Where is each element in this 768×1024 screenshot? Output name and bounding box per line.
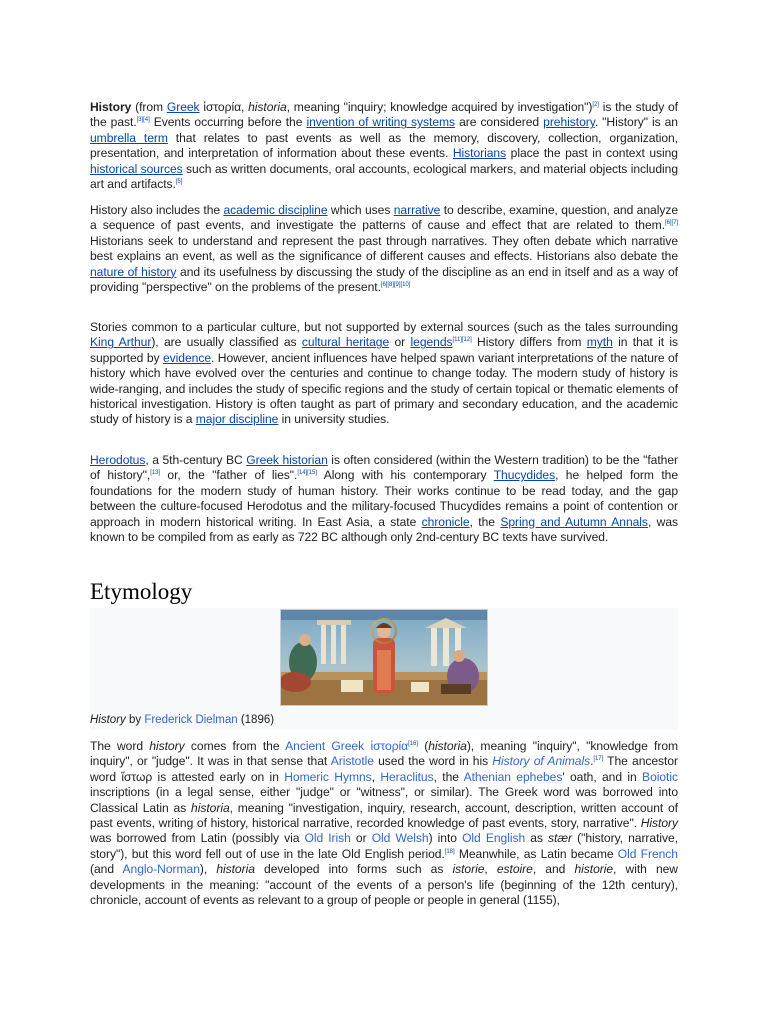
link-greek[interactable]: Greek <box>166 100 200 114</box>
link-old-welsh[interactable]: Old Welsh <box>371 831 429 846</box>
history-painting-image[interactable] <box>280 609 488 706</box>
link-umbrella-term[interactable]: umbrella term <box>90 130 168 145</box>
article-term: History <box>90 100 132 114</box>
intro-paragraph-3: Stories common to a particular culture, but not supported by external sources (such as the tales surrounding King Arthur), are usually classified as cultural heritage or legends[11][12] History differs from myth in that it is supported by evidence. However, ancient influences have helped spawn variant interpretations of the nature of history which have evolved over the centuries and continue to change today. The modern study of history is wide-ranging, and includes the study of specific regions and the study of certain topical or thematic elements of historical investigation. History is often taught as part of primary and secondary education, and the academic study of history is a major discipline in university studies. <box>90 320 679 427</box>
link-old-irish[interactable]: Old Irish <box>304 831 351 846</box>
intro-paragraph-1: History (from Greek ἱστορία, historia, meaning "inquiry; knowledge acquired by investigation")[2] is the study of the past.[3][4] Events occurring before the invention of writing systems are considered prehistory. "History" is an umbrella term that relates to past events as well as the memory, discovery, collection, organization, presentation, and interpretation of information about these events. Historians place the past in context using historical sources such as written documents, oral accounts, ecological markers, and material objects including art and artifacts.[5] <box>90 100 679 192</box>
link-aristotle[interactable]: Aristotle <box>330 754 374 769</box>
link-king-arthur[interactable]: King Arthur <box>90 335 152 350</box>
intro-paragraph-2: History also includes the academic discipline which uses narrative to describe, examine, question, and analyze a sequence of past events, and investigate the patterns of cause and effect that are related to them.[6][7] Historians seek to understand and represent the past through narratives. They often debate which narrative best explains an event, as well as the significance of different causes and effects. Historians also debate the nature of history and its usefulness by discussing the study of the discipline as an end in itself and as a way of providing "perspective" on the problems of the present.[6][8][9][10] <box>90 203 679 295</box>
link-prehistory[interactable]: prehistory <box>543 115 595 130</box>
link-herodotus[interactable]: Herodotus <box>90 453 146 467</box>
reference-link[interactable]: [16] <box>408 740 418 747</box>
reference-link[interactable]: [17] <box>593 756 604 763</box>
link-old-french[interactable]: Old French <box>617 846 678 861</box>
link-greek-historian[interactable]: Greek historian <box>246 453 328 467</box>
reference-link[interactable]: [18] <box>444 848 455 855</box>
link-narrative[interactable]: narrative <box>393 203 441 217</box>
link-evidence[interactable]: evidence <box>163 350 212 365</box>
link-cultural-heritage[interactable]: cultural heritage <box>301 335 390 350</box>
figure-caption: History by Frederick Dielman (1896) <box>90 714 275 726</box>
link-anglo-norman[interactable]: Anglo-Norman <box>122 862 200 877</box>
link-historical-sources[interactable]: historical sources <box>90 161 183 176</box>
reference-link[interactable]: [13] <box>150 470 161 477</box>
link-historians[interactable]: Historians <box>452 146 507 161</box>
reference-link[interactable]: [6][8][9][10] <box>380 282 411 288</box>
link-frederick-dielman[interactable]: Frederick Dielman <box>144 714 238 726</box>
reference-link[interactable]: [3][4] <box>136 117 150 124</box>
link-boiotic[interactable]: Boiotic <box>642 769 678 784</box>
link-nature-of-history[interactable]: nature of history <box>90 264 177 279</box>
link-spring-autumn-annals[interactable]: Spring and Autumn Annals <box>500 514 648 529</box>
link-academic-discipline[interactable]: academic discipline <box>223 203 328 217</box>
reference-link[interactable]: [11][12] <box>452 337 472 344</box>
link-old-english[interactable]: Old English <box>462 831 526 846</box>
link-ancient-greek[interactable]: Ancient Greek <box>285 739 365 753</box>
figure-box <box>90 608 678 730</box>
reference-link[interactable]: [6][7] <box>664 220 678 227</box>
link-history-of-animals[interactable]: History of Animals <box>492 754 591 769</box>
link-chronicle[interactable]: chronicle <box>421 514 470 529</box>
section-heading-etymology: Etymology <box>90 578 678 609</box>
link-istoria[interactable]: ἱστορία <box>370 739 409 753</box>
intro-paragraph-4: Herodotus, a 5th-century BC Greek historian is often considered (within the Western tradition) to be the "father of history",[13] or, the "father of lies".[14][15] Along with his contemporary Thucydides, he helped form the foundations for the modern study of human history. Their works continue to be read today, and the gap between the culture-focused Herodotus and the military-focused Thucydides remains a point of contention or approach in modern historical writing. In East Asia, a state chronicle, the Spring and Autumn Annals, was known to be compiled from as early as 722 BC although only 2nd-century BC texts have survived. <box>90 453 678 545</box>
reference-link[interactable]: [5] <box>175 179 183 185</box>
link-major-discipline[interactable]: major discipline <box>195 412 279 427</box>
etymology-paragraph: The word history comes from the Ancient Greek ἱστορία[16] (historia), meaning "inquiry", "knowledge from inquiry", or "judge". It was in that sense that Aristotle used the word in his History of Animals.[17] The ancestor word ἵστωρ is attested early on in Homeric Hymns, Heraclitus, the Athenian ephebes' oath, and in Boiotic inscriptions (in a legal sense, either "judge" or "witness", or similar). The Greek word was borrowed into Classical Latin as historia, meaning "investigation, inquiry, research, account, description, written account of past events, writing of history, historical narrative, recorded knowledge of past events, story, narrative". History was borrowed from Latin (possibly via Old Irish or Old Welsh) into Old English as stær ("history, narrative, story"), but this word fell out of use in the late Old English period.[18] Meanwhile, as Latin became Old French (and Anglo-Norman), historia developed into forms such as istorie, estoire, and historie, with new developments in the meaning: "account of the events of a person's life (beginning of the 12th century), chronicle, account of events as relevant to a group of people or people in general (1155), <box>90 739 679 908</box>
link-heraclitus[interactable]: Heraclitus <box>380 769 434 784</box>
reference-link[interactable]: [14][15] <box>297 470 317 477</box>
reference-link[interactable]: [2] <box>592 101 599 108</box>
link-athenian-ephebes[interactable]: Athenian ephebes <box>463 769 563 784</box>
link-myth[interactable]: myth <box>586 335 613 350</box>
link-legends[interactable]: legends <box>410 335 453 350</box>
link-invention-of-writing[interactable]: invention of writing systems <box>306 115 456 130</box>
link-homeric-hymns[interactable]: Homeric Hymns <box>284 769 372 784</box>
link-thucydides[interactable]: Thucydides <box>493 468 556 483</box>
